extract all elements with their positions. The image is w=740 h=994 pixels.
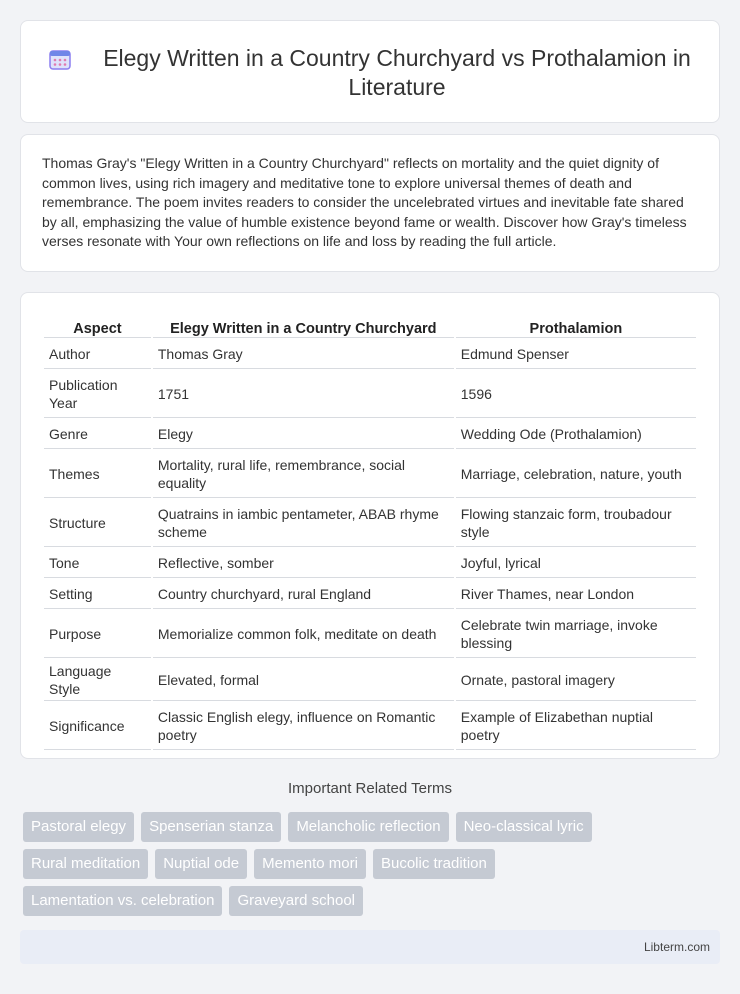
intro-paragraph: Thomas Gray's "Elegy Written in a Country Churchyard" reflects on mortality and the quiet dignity of common lives, using rich imagery and meditative tone to explore universal themes of death and remembrance. The poem invites readers to consider the uncelebrated virtues and inevitable fate shared by all, emphasizing the value of humble existence beyond fame or wealth. Discover how Gray's timeless verses resonate with Your own reflections on life and loss by reading the full article. bbox=[42, 155, 687, 250]
elegy-cell: Quatrains in iambic pentameter, ABAB rhyme scheme bbox=[153, 500, 454, 547]
prothalamion-cell: River Thames, near London bbox=[456, 580, 696, 609]
tag-row bbox=[23, 812, 683, 842]
title-card bbox=[20, 20, 720, 123]
comparison-table bbox=[42, 315, 698, 752]
related-term-tag[interactable]: Graveyard school bbox=[229, 886, 363, 916]
table-row bbox=[44, 500, 696, 547]
tag-row bbox=[23, 886, 683, 916]
elegy-cell: Reflective, somber bbox=[153, 549, 454, 578]
table-row bbox=[44, 451, 696, 498]
aspect-cell: Purpose bbox=[44, 611, 151, 658]
header-elegy: Elegy Written in a Country Churchyard bbox=[153, 317, 454, 338]
table-row bbox=[44, 660, 696, 701]
related-terms-list bbox=[23, 812, 683, 923]
table-row bbox=[44, 549, 696, 578]
table-row bbox=[44, 371, 696, 418]
footer bbox=[20, 930, 720, 964]
aspect-cell: Setting bbox=[44, 580, 151, 609]
related-term-tag[interactable]: Pastoral elegy bbox=[23, 812, 134, 842]
footer-site-link[interactable]: Libterm.com bbox=[643, 940, 710, 954]
related-term-tag[interactable]: Nuptial ode bbox=[155, 849, 247, 879]
prothalamion-cell: Flowing stanzaic form, troubadour style bbox=[456, 500, 696, 547]
prothalamion-cell: Wedding Ode (Prothalamion) bbox=[456, 420, 696, 449]
prothalamion-cell: Joyful, lyrical bbox=[456, 549, 696, 578]
aspect-cell: Genre bbox=[44, 420, 151, 449]
table-row bbox=[44, 420, 696, 449]
aspect-cell: Themes bbox=[44, 451, 151, 498]
related-term-tag[interactable]: Spenserian stanza bbox=[141, 812, 281, 842]
calendar-icon bbox=[48, 47, 72, 71]
aspect-cell: Author bbox=[44, 340, 151, 369]
elegy-cell: Memorialize common folk, meditate on death bbox=[153, 611, 454, 658]
table-row bbox=[44, 703, 696, 750]
related-term-tag[interactable]: Bucolic tradition bbox=[373, 849, 495, 879]
prothalamion-cell: Celebrate twin marriage, invoke blessing bbox=[456, 611, 696, 658]
intro-card bbox=[20, 134, 720, 272]
table-row bbox=[44, 340, 696, 369]
elegy-cell: Mortality, rural life, remembrance, social equality bbox=[153, 451, 454, 498]
tag-row bbox=[23, 849, 683, 879]
elegy-cell: 1751 bbox=[153, 371, 454, 418]
prothalamion-cell: Ornate, pastoral imagery bbox=[456, 660, 696, 701]
elegy-cell: Elevated, formal bbox=[153, 660, 454, 701]
related-term-tag[interactable]: Neo-classical lyric bbox=[456, 812, 592, 842]
header-prothalamion: Prothalamion bbox=[456, 317, 696, 338]
elegy-cell: Thomas Gray bbox=[153, 340, 454, 369]
related-term-tag[interactable]: Rural meditation bbox=[23, 849, 148, 879]
related-terms-heading: Important Related Terms bbox=[288, 780, 452, 797]
aspect-cell: Tone bbox=[44, 549, 151, 578]
table-row bbox=[44, 580, 696, 609]
related-term-tag[interactable]: Memento mori bbox=[254, 849, 366, 879]
aspect-cell: Publication Year bbox=[44, 371, 151, 418]
prothalamion-cell: Edmund Spenser bbox=[456, 340, 696, 369]
elegy-cell: Country churchyard, rural England bbox=[153, 580, 454, 609]
table-header-row bbox=[44, 317, 696, 338]
aspect-cell: Language Style bbox=[44, 660, 151, 701]
related-term-tag[interactable]: Melancholic reflection bbox=[288, 812, 448, 842]
related-term-tag[interactable]: Lamentation vs. celebration bbox=[23, 886, 222, 916]
prothalamion-cell: Marriage, celebration, nature, youth bbox=[456, 451, 696, 498]
header-aspect: Aspect bbox=[44, 317, 151, 338]
table-row bbox=[44, 611, 696, 658]
aspect-cell: Significance bbox=[44, 703, 151, 750]
elegy-cell: Elegy bbox=[153, 420, 454, 449]
comparison-card bbox=[20, 292, 720, 759]
elegy-cell: Classic English elegy, influence on Romantic poetry bbox=[153, 703, 454, 750]
prothalamion-cell: Example of Elizabethan nuptial poetry bbox=[456, 703, 696, 750]
prothalamion-cell: 1596 bbox=[456, 371, 696, 418]
page-title: Elegy Written in a Country Churchyard vs Prothalamion in Literature bbox=[103, 45, 691, 100]
aspect-cell: Structure bbox=[44, 500, 151, 547]
